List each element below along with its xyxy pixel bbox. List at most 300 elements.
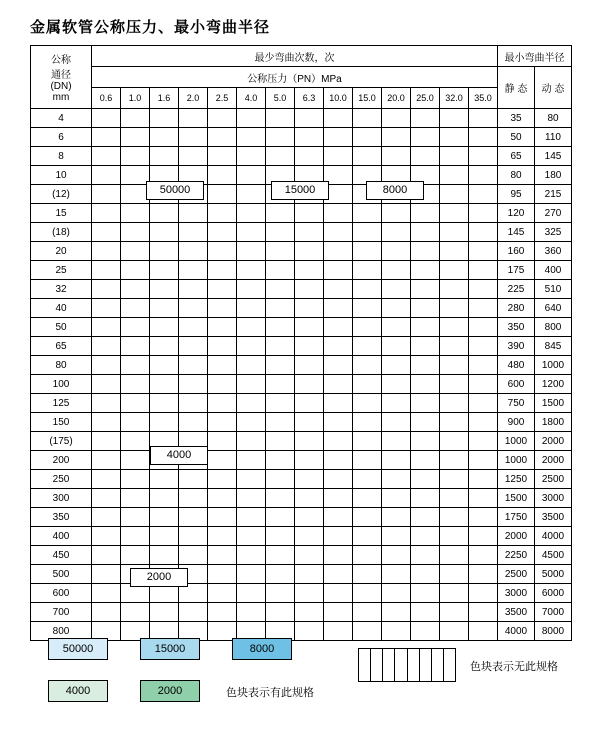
matrix-cell [150,508,179,527]
matrix-cell [237,204,266,223]
matrix-cell [440,318,469,337]
matrix-cell [469,622,498,641]
matrix-cell [324,508,353,527]
matrix-cell [121,337,150,356]
matrix-cell [266,527,295,546]
legend-note-color: 色块表示有此规格 [226,687,314,699]
matrix-cell [266,109,295,128]
legend-blank-cell [359,649,371,681]
matrix-cell [469,451,498,470]
dynamic-radius-value: 4500 [535,546,572,565]
matrix-cell [121,489,150,508]
matrix-cell [295,375,324,394]
matrix-cell [121,356,150,375]
matrix-cell [179,470,208,489]
matrix-cell [92,299,121,318]
dn-header-line4: mm [52,92,70,103]
matrix-cell [237,337,266,356]
table-row [31,318,572,337]
matrix-cell [469,242,498,261]
legend-blank-cell [420,649,432,681]
matrix-cell [295,318,324,337]
matrix-cell [266,128,295,147]
matrix-cell [266,603,295,622]
matrix-cell [353,242,382,261]
dynamic-radius-value: 400 [535,261,572,280]
dn-value: 100 [31,375,92,394]
matrix-cell [324,470,353,489]
static-radius-value: 65 [498,147,535,166]
matrix-cell [411,622,440,641]
static-radius-value: 1000 [498,432,535,451]
dn-value: 700 [31,603,92,622]
static-radius-value: 3500 [498,603,535,622]
matrix-cell [266,280,295,299]
matrix-cell [237,356,266,375]
dynamic-radius-value: 2000 [535,432,572,451]
dynamic-radius-value: 510 [535,280,572,299]
matrix-cell [237,603,266,622]
matrix-cell [92,565,121,584]
dn-value: 50 [31,318,92,337]
matrix-cell [440,185,469,204]
matrix-cell [295,337,324,356]
matrix-cell [150,603,179,622]
matrix-cell [324,318,353,337]
matrix-cell [237,166,266,185]
dynamic-radius-value: 3000 [535,489,572,508]
matrix-cell [411,280,440,299]
matrix-cell [440,147,469,166]
matrix-cell [295,508,324,527]
matrix-cell [266,337,295,356]
matrix-cell [411,603,440,622]
matrix-cell [324,432,353,451]
table-row [31,109,572,128]
matrix-cell [440,470,469,489]
matrix-cell [440,584,469,603]
static-radius-value: 160 [498,242,535,261]
header-row-3 [31,88,572,109]
matrix-cell [469,394,498,413]
matrix-cell [382,128,411,147]
matrix-cell [353,394,382,413]
matrix-cell [440,394,469,413]
matrix-cell [411,337,440,356]
matrix-cell [237,508,266,527]
matrix-cell [440,242,469,261]
matrix-cell [237,128,266,147]
dynamic-radius-value: 270 [535,204,572,223]
matrix-cell [92,261,121,280]
matrix-cell [266,489,295,508]
dynamic-radius-value: 180 [535,166,572,185]
matrix-cell [121,375,150,394]
matrix-cell [440,527,469,546]
matrix-cell [121,527,150,546]
matrix-cell [121,204,150,223]
matrix-cell [324,584,353,603]
matrix-cell [469,470,498,489]
matrix-cell [150,261,179,280]
matrix-cell [469,337,498,356]
table-row [31,470,572,489]
matrix-cell [208,242,237,261]
matrix-cell [150,413,179,432]
matrix-cell [411,508,440,527]
legend-note-blank: 色块表示无此规格 [470,661,558,673]
dn-value: 10 [31,166,92,185]
matrix-cell [411,413,440,432]
table-row [31,261,572,280]
matrix-cell [382,394,411,413]
matrix-cell [266,318,295,337]
matrix-cell [440,356,469,375]
dynamic-radius-value: 5000 [535,565,572,584]
dn-value: 200 [31,451,92,470]
matrix-cell [208,508,237,527]
spec-table [30,45,572,641]
matrix-cell [353,375,382,394]
matrix-cell [266,204,295,223]
legend-blank-cell [432,649,444,681]
dn-value: 40 [31,299,92,318]
table-row [31,432,572,451]
matrix-cell [179,603,208,622]
pressure-col-header: 4.0 [237,88,266,109]
matrix-cell [469,603,498,622]
matrix-cell [440,337,469,356]
matrix-cell [469,432,498,451]
matrix-cell [266,223,295,242]
matrix-value-label: 50000 [146,181,204,200]
matrix-cell [208,204,237,223]
matrix-cell [469,204,498,223]
dn-value: 450 [31,546,92,565]
matrix-cell [295,489,324,508]
matrix-cell [179,147,208,166]
matrix-cell [121,242,150,261]
matrix-cell [382,204,411,223]
dn-value: 600 [31,584,92,603]
static-radius-value: 1000 [498,451,535,470]
static-radius-value: 80 [498,166,535,185]
matrix-cell [411,527,440,546]
matrix-cell [382,603,411,622]
matrix-cell [208,166,237,185]
matrix-cell [295,356,324,375]
matrix-cell [353,318,382,337]
matrix-cell [237,489,266,508]
matrix-cell [266,242,295,261]
matrix-cell [121,413,150,432]
matrix-cell [440,204,469,223]
pressure-col-header: 35.0 [469,88,498,109]
matrix-cell [382,546,411,565]
matrix-cell [295,147,324,166]
static-radius-value: 350 [498,318,535,337]
matrix-cell [295,546,324,565]
matrix-cell [179,394,208,413]
table-row [31,584,572,603]
matrix-cell [353,413,382,432]
legend-blank-cell [383,649,395,681]
matrix-cell [266,261,295,280]
matrix-cell [121,223,150,242]
matrix-cell [179,527,208,546]
dn-value: 350 [31,508,92,527]
matrix-cell [92,204,121,223]
dn-value: (18) [31,223,92,242]
matrix-cell [92,489,121,508]
matrix-cell [411,147,440,166]
matrix-cell [266,546,295,565]
matrix-cell [324,109,353,128]
matrix-cell [121,318,150,337]
static-radius-value: 50 [498,128,535,147]
matrix-cell [179,546,208,565]
matrix-cell [92,584,121,603]
matrix-cell [237,432,266,451]
matrix-cell [324,622,353,641]
matrix-cell [411,109,440,128]
static-radius-value: 35 [498,109,535,128]
matrix-cell [92,337,121,356]
matrix-cell [411,489,440,508]
matrix-cell [353,223,382,242]
matrix-cell [237,546,266,565]
matrix-cell [382,337,411,356]
matrix-cell [353,565,382,584]
matrix-cell [295,299,324,318]
matrix-cell [208,337,237,356]
matrix-cell [295,394,324,413]
legend-blank-cell [371,649,383,681]
matrix-cell [179,489,208,508]
static-radius-value: 2000 [498,527,535,546]
matrix-cell [266,413,295,432]
matrix-cell [324,394,353,413]
matrix-cell [353,261,382,280]
table-row [31,356,572,375]
matrix-cell [121,451,150,470]
pressure-header: 公称压力（PN）MPa [92,67,498,88]
matrix-cell [353,280,382,299]
matrix-cell [382,299,411,318]
matrix-cell [353,470,382,489]
matrix-cell [411,242,440,261]
matrix-cell [469,546,498,565]
matrix-cell [382,223,411,242]
matrix-cell [237,299,266,318]
dn-header-line1: 公称 [51,55,71,66]
table-row [31,242,572,261]
matrix-cell [92,223,121,242]
matrix-cell [353,204,382,223]
matrix-cell [469,109,498,128]
matrix-cell [121,394,150,413]
matrix-cell [324,527,353,546]
pressure-col-header: 32.0 [440,88,469,109]
matrix-cell [208,147,237,166]
matrix-cell [295,128,324,147]
matrix-cell [92,394,121,413]
legend-blank-sample [358,648,456,682]
dynamic-radius-value: 4000 [535,527,572,546]
matrix-cell [324,261,353,280]
pressure-col-header: 1.0 [121,88,150,109]
pressure-col-header: 0.6 [92,88,121,109]
matrix-cell [121,147,150,166]
matrix-cell [208,261,237,280]
table-row [31,204,572,223]
dynamic-radius-value: 3500 [535,508,572,527]
matrix-cell [382,109,411,128]
dynamic-radius-value: 1200 [535,375,572,394]
matrix-cell [382,413,411,432]
matrix-cell [179,356,208,375]
dynamic-radius-value: 800 [535,318,572,337]
matrix-cell [353,622,382,641]
matrix-cell [324,489,353,508]
dynamic-radius-value: 6000 [535,584,572,603]
matrix-cell [469,318,498,337]
matrix-cell [469,584,498,603]
matrix-cell [324,128,353,147]
matrix-cell [295,109,324,128]
matrix-cell [150,375,179,394]
dynamic-radius-value: 1800 [535,413,572,432]
dynamic-radius-value: 2500 [535,470,572,489]
matrix-cell [469,375,498,394]
matrix-cell [382,432,411,451]
matrix-cell [353,527,382,546]
matrix-cell [382,375,411,394]
matrix-cell [179,375,208,394]
pressure-col-header: 25.0 [411,88,440,109]
matrix-cell [353,356,382,375]
page-title: 金属软管公称压力、最小弯曲半径 [30,20,271,36]
matrix-cell [237,261,266,280]
matrix-cell [237,565,266,584]
matrix-value-label: 15000 [271,181,329,200]
matrix-cell [121,299,150,318]
matrix-cell [382,508,411,527]
matrix-cell [353,584,382,603]
dynamic-radius-value: 8000 [535,622,572,641]
matrix-cell [208,603,237,622]
matrix-cell [353,299,382,318]
matrix-cell [353,337,382,356]
matrix-cell [237,375,266,394]
matrix-cell [324,337,353,356]
matrix-cell [324,204,353,223]
matrix-cell [208,109,237,128]
matrix-cell [92,603,121,622]
matrix-cell [150,318,179,337]
matrix-cell [411,565,440,584]
matrix-cell [179,280,208,299]
matrix-cell [295,527,324,546]
matrix-cell [295,603,324,622]
matrix-cell [266,451,295,470]
matrix-cell [150,337,179,356]
dynamic-radius-value: 2000 [535,451,572,470]
legend-swatch-15000: 15000 [140,638,200,660]
static-radius-value: 600 [498,375,535,394]
matrix-cell [121,603,150,622]
matrix-cell [237,223,266,242]
matrix-cell [208,280,237,299]
matrix-cell [92,185,121,204]
matrix-cell [266,508,295,527]
matrix-cell [266,584,295,603]
matrix-cell [295,223,324,242]
matrix-cell [382,242,411,261]
matrix-cell [208,489,237,508]
matrix-cell [440,109,469,128]
static-radius-value: 145 [498,223,535,242]
matrix-cell [411,318,440,337]
matrix-cell [237,242,266,261]
matrix-cell [353,451,382,470]
static-radius-value: 3000 [498,584,535,603]
dynamic-radius-value: 1000 [535,356,572,375]
matrix-cell [440,603,469,622]
matrix-cell [237,413,266,432]
matrix-cell [295,204,324,223]
matrix-cell [92,432,121,451]
matrix-cell [150,204,179,223]
table-row [31,565,572,584]
dn-value: 20 [31,242,92,261]
matrix-cell [150,223,179,242]
matrix-cell [92,280,121,299]
matrix-cell [324,223,353,242]
matrix-cell [92,318,121,337]
dn-value: 65 [31,337,92,356]
matrix-cell [469,527,498,546]
matrix-cell [353,109,382,128]
matrix-cell [440,508,469,527]
dn-header-cell [31,46,92,109]
matrix-cell [411,394,440,413]
matrix-cell [208,584,237,603]
legend-blank-cell [408,649,420,681]
table-row [31,128,572,147]
matrix-cell [121,432,150,451]
matrix-cell [469,565,498,584]
dynamic-radius-value: 1500 [535,394,572,413]
matrix-cell [92,413,121,432]
legend-blank-cell [395,649,407,681]
matrix-cell [469,147,498,166]
matrix-value-label: 8000 [366,181,424,200]
bend-count-header: 最少弯曲次数，次 [92,46,498,67]
matrix-cell [411,356,440,375]
matrix-cell [150,109,179,128]
table-row [31,337,572,356]
matrix-cell [324,280,353,299]
table-row [31,147,572,166]
matrix-cell [353,603,382,622]
static-radius-value: 1750 [498,508,535,527]
matrix-value-label: 2000 [130,568,188,587]
dn-value: (175) [31,432,92,451]
table-header [31,46,572,109]
matrix-cell [92,147,121,166]
matrix-cell [295,584,324,603]
